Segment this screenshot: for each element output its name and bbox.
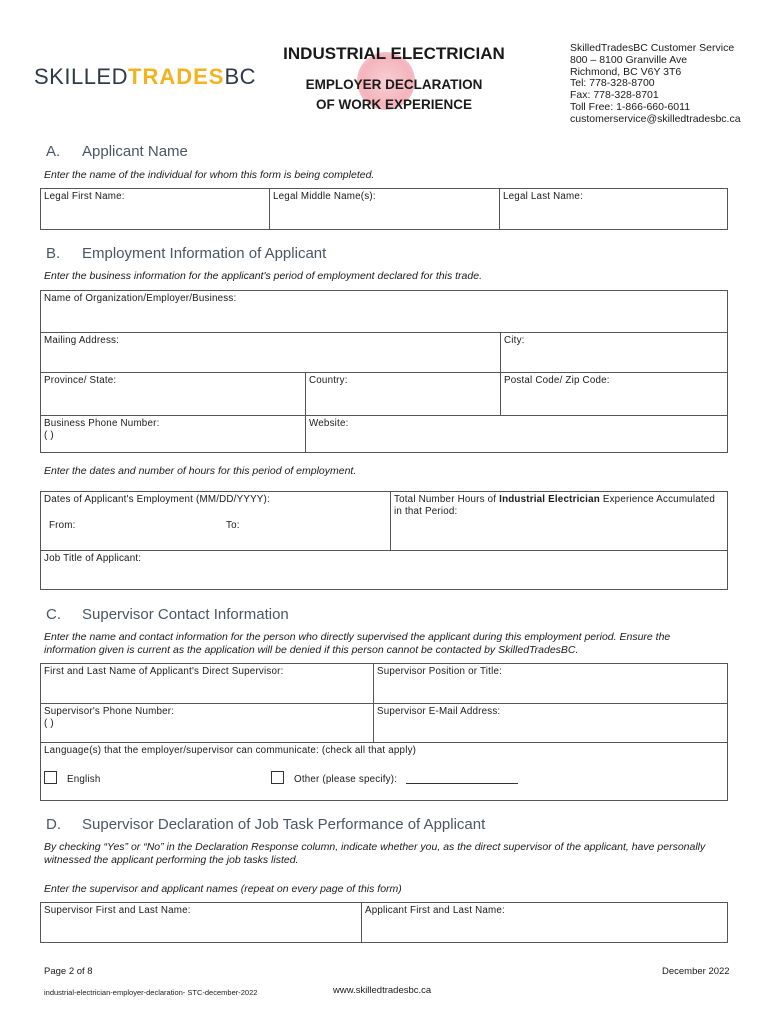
section-a-instruction: Enter the name of the individual for whom this form is being completed. — [44, 169, 375, 181]
contact-block: SkilledTradesBC Customer Service 800 – 8100 Granville Ave Richmond, BC V6Y 3T6 Tel: 778-328-8700 Fax: 778-328-8701 Toll Free: 1-866-660-6011 customerservice@skilledtradesbc.ca — [570, 42, 741, 125]
page-number: Page 2 of 8 — [44, 966, 93, 977]
section-d-heading: D. Supervisor Declaration of Job Task Performance of Applicant — [46, 816, 486, 833]
supervisor-phone-field[interactable]: Supervisor's Phone Number: ( ) — [41, 704, 374, 743]
languages-field: Language(s) that the employer/supervisor can communicate: (check all that apply) English Other (please specify): — [41, 743, 727, 800]
section-b-heading: B. Employment Information of Applicant — [46, 245, 327, 262]
email-link[interactable]: customerservice@skilledtradesbc.ca — [570, 112, 741, 125]
employment-dates-table — [40, 491, 728, 590]
names-instruction: Enter the supervisor and applicant names (repeat on every page of this form) — [44, 883, 402, 895]
total-hours-field[interactable]: Total Number Hours of Industrial Electrician Experience Accumulated in that Period: — [391, 492, 727, 551]
document-id: industrial-electrician-employer-declaration- STC-december-2022 — [44, 988, 258, 997]
employment-info-table — [40, 290, 728, 453]
province-field[interactable]: Province/ State: — [41, 373, 306, 416]
applicant-name-table — [40, 188, 728, 230]
english-option[interactable]: English — [44, 771, 101, 785]
form-title: INDUSTRIAL ELECTRICIAN EMPLOYER DECLARATION OF WORK EXPERIENCE — [283, 44, 505, 112]
country-field[interactable]: Country: — [306, 373, 501, 416]
footer-date: December 2022 — [662, 966, 730, 977]
dates-instruction: Enter the dates and number of hours for this period of employment. — [44, 465, 357, 477]
website-field[interactable]: Website: — [309, 418, 349, 429]
section-b-instruction: Enter the business information for the applicant's period of employment declared for this trade. — [44, 270, 482, 282]
other-language-input[interactable] — [406, 783, 518, 784]
supervisor-position-field[interactable]: Supervisor Position or Title: — [374, 664, 727, 704]
mailing-address-field[interactable]: Mailing Address: — [41, 333, 501, 373]
other-language-checkbox[interactable] — [271, 771, 284, 784]
english-checkbox[interactable] — [44, 771, 57, 784]
applicant-full-name-field[interactable]: Applicant First and Last Name: — [365, 905, 505, 916]
supervisor-name-field[interactable]: First and Last Name of Applicant's Direct Supervisor: — [41, 664, 374, 704]
business-phone-field[interactable]: Business Phone Number: ( ) — [41, 416, 306, 452]
footer-website-link[interactable]: www.skilledtradesbc.ca — [333, 985, 432, 996]
supervisor-full-name-field[interactable]: Supervisor First and Last Name: — [41, 903, 362, 942]
postal-code-field[interactable]: Postal Code/ Zip Code: — [501, 373, 727, 416]
section-d-instruction: By checking “Yes” or “No” in the Declaration Response column, indicate whether you, as the direct supervisor of the applicant, have personally witnessed the applicant performing the job tasks listed. — [44, 841, 706, 866]
legal-last-name-field[interactable]: Legal Last Name: — [503, 191, 583, 202]
job-title-field[interactable]: Job Title of Applicant: — [44, 553, 142, 564]
section-c-heading: C. Supervisor Contact Information — [46, 606, 289, 623]
legal-first-name-field[interactable]: Legal First Name: — [41, 189, 270, 229]
skilledtradesbc-logo: SKILLEDTRADESBC — [34, 64, 257, 89]
other-language-option[interactable]: Other (please specify): — [271, 771, 518, 785]
supervisor-contact-table — [40, 663, 728, 801]
city-field[interactable]: City: — [501, 333, 727, 373]
organization-field[interactable]: Name of Organization/Employer/Business: — [41, 291, 727, 333]
section-c-instruction: Enter the name and contact information for the person who directly supervised the applicant during this employment period. Ensure the information given is current as the application will be denied if this person cannot be contacted by SkilledTradesBC. — [44, 631, 671, 656]
supervisor-applicant-names-table — [40, 902, 728, 943]
employment-dates-field[interactable]: Dates of Applicant's Employment (MM/DD/YYYY): From: To: — [41, 492, 391, 551]
supervisor-email-field[interactable]: Supervisor E-Mail Address: — [374, 704, 727, 743]
section-a-heading: A. Applicant Name — [46, 143, 188, 160]
legal-middle-name-field[interactable]: Legal Middle Name(s): — [270, 189, 500, 229]
